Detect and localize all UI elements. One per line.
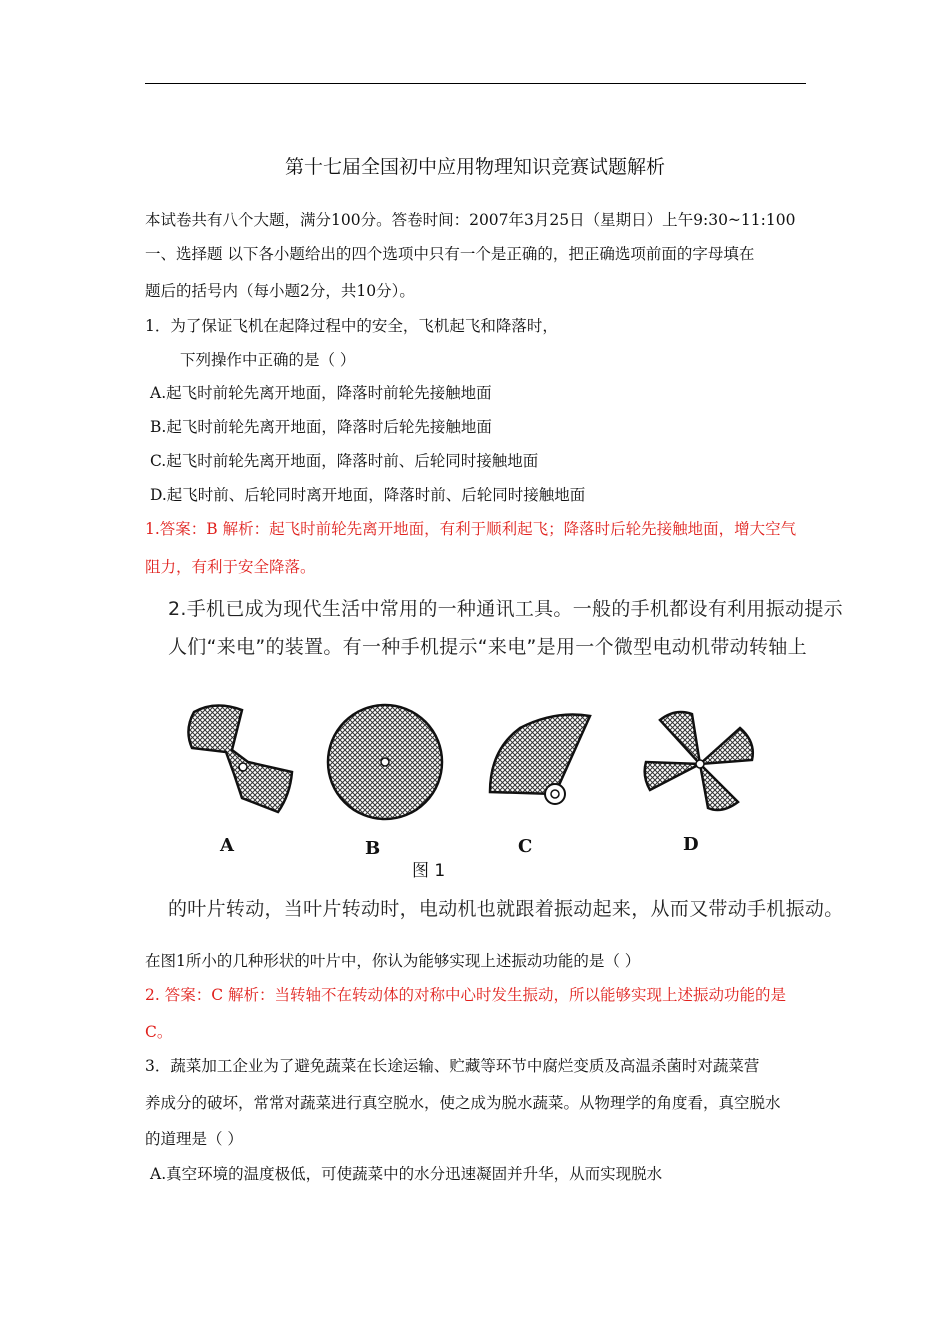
q1-answer-line2: 阻力，有利于安全降落。	[145, 558, 316, 576]
q2-question: 在图1所小的几种形状的叶片中，你认为能够实现上述振动功能的是（ ）	[145, 952, 641, 970]
q3-stem-line3: 的道理是（ ）	[145, 1130, 243, 1148]
q3-option-a: A.真空环境的温度极低，可使蔬菜中的水分迅速凝固并升华，从而实现脱水	[150, 1165, 663, 1183]
q1-option-c: C.起飞时前轮先离开地面，降落时前、后轮同时接触地面	[150, 452, 539, 470]
figure-caption: 图 1	[412, 861, 446, 881]
q1-option-b: B.起飞时前轮先离开地面，降落时后轮先接触地面	[150, 418, 492, 436]
q2-text-line3: 的叶片转动，当叶片转动时，电动机也就跟着振动起来，从而又带动手机振动。	[168, 898, 844, 920]
figure-label-a: A	[220, 835, 234, 856]
blade-d-shape	[645, 712, 753, 810]
q2-text-line2: 人们“来电”的装置。有一种手机提示“来电”是用一个微型电动机带动转轴上	[168, 636, 807, 658]
q3-stem-line2: 养成分的破坏，常常对蔬菜进行真空脱水，使之成为脱水蔬菜。从物理学的角度看，真空脱水	[145, 1094, 781, 1112]
blade-c-shape	[490, 715, 590, 805]
figure-label-b: B	[365, 838, 381, 859]
figure-label-c: C	[518, 836, 533, 857]
figure-label-d: D	[683, 834, 699, 855]
intro-text: 本试卷共有八个大题，满分100分。答卷时间：2007年3月25日（星期日）上午9:30~11:100	[145, 211, 796, 229]
q2-answer-line1: 2. 答案：C 解析：当转轴不在转动体的对称中心时发生振动，所以能够实现上述振动功能的是	[145, 986, 787, 1004]
section1-instructions-line2: 题后的括号内（每小题2分，共10分）。	[145, 282, 415, 300]
q1-option-d: D.起飞时前、后轮同时离开地面，降落时前、后轮同时接触地面	[150, 486, 586, 504]
q1-stem-line1: 1．为了保证飞机在起降过程中的安全，飞机起飞和降落时，	[145, 317, 558, 335]
section1-instructions-line1: 一、选择题 以下各小题给出的四个选项中只有一个是正确的，把正确选项前面的字母填在	[145, 245, 755, 263]
figure-1-drawing	[170, 690, 810, 880]
blade-a-shape	[188, 705, 292, 812]
q1-option-a: A.起飞时前轮先离开地面，降落时前轮先接触地面	[150, 384, 492, 402]
header-rule	[145, 83, 806, 84]
q3-stem-line1: 3．蔬菜加工企业为了避免蔬菜在长途运输、贮藏等环节中腐烂变质及高温杀菌时对蔬菜营	[145, 1057, 760, 1075]
q2-text-line1: 2.手机已成为现代生活中常用的一种通讯工具。一般的手机都设有利用振动提示	[168, 598, 843, 620]
q1-stem-line2: 下列操作中正确的是（ ）	[180, 351, 356, 369]
figure-1	[170, 690, 810, 880]
q2-answer-line2: C。	[145, 1023, 173, 1041]
blade-b-shape	[328, 705, 442, 819]
q1-answer-line1: 1.答案：B 解析：起飞时前轮先离开地面，有利于顺利起飞；降落时后轮先接触地面，增大空气	[145, 520, 797, 538]
document-title: 第十七届全国初中应用物理知识竞赛试题解析	[284, 156, 665, 178]
